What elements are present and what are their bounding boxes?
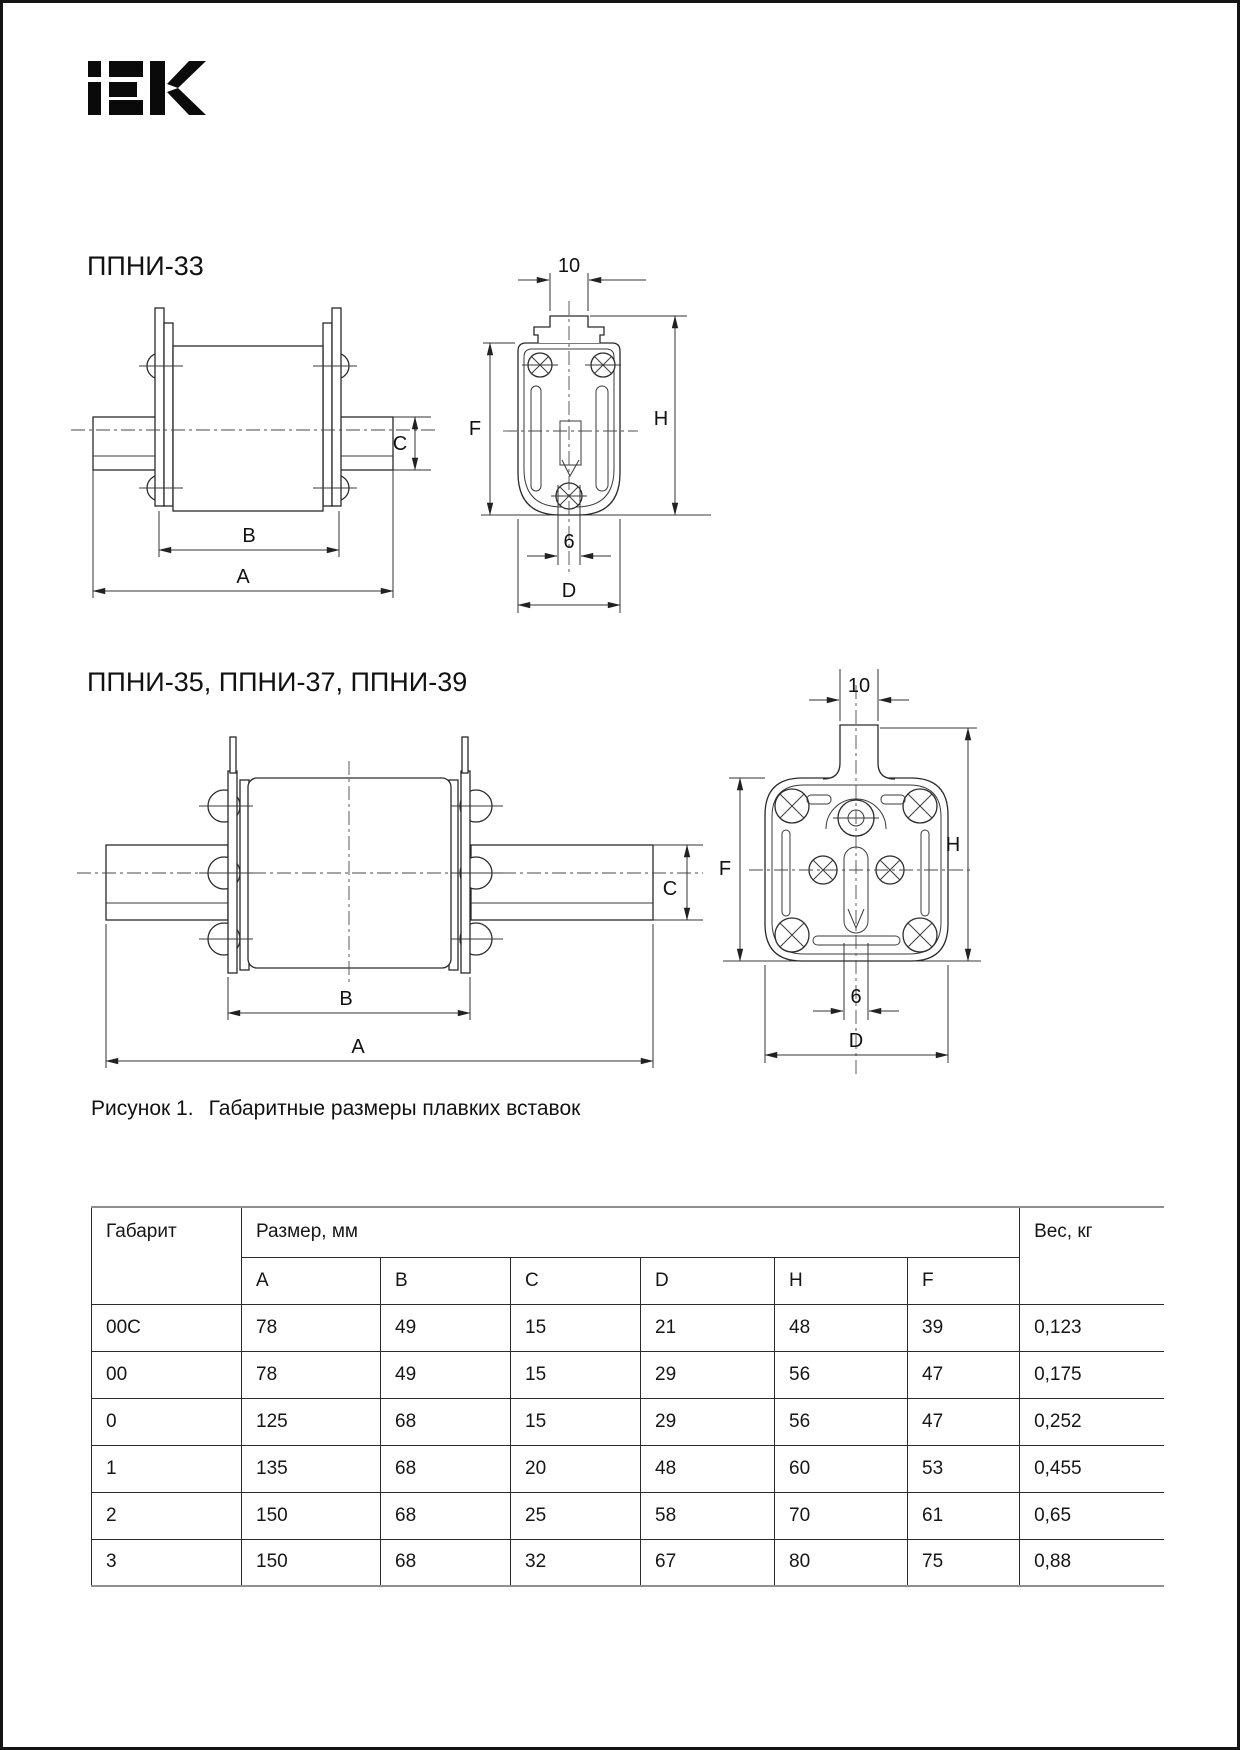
- cell-weight: 0,175: [1020, 1351, 1164, 1398]
- cell-gabarit: 00C: [92, 1304, 242, 1351]
- cell-b: 49: [381, 1304, 511, 1351]
- cell-a: 150: [242, 1539, 381, 1586]
- dim-label-a: A: [236, 566, 250, 588]
- cell-gabarit: 2: [92, 1492, 242, 1539]
- cell-f: 47: [908, 1351, 1020, 1398]
- cell-weight: 0,252: [1020, 1398, 1164, 1445]
- table-row: [92, 1492, 1164, 1539]
- cell-d: 48: [641, 1445, 775, 1492]
- dim-label-f: F: [468, 418, 482, 440]
- figure-label-ppni-35-37-39: ППНИ-35, ППНИ-37, ППНИ-39: [87, 667, 468, 697]
- cell-weight: 0,123: [1020, 1304, 1164, 1351]
- iek-logo: [88, 60, 206, 116]
- drawing-ppni-33: [63, 243, 723, 643]
- cell-a: 78: [242, 1304, 381, 1351]
- cell-weight: 0,455: [1020, 1445, 1164, 1492]
- ppni33-front-view: [481, 301, 711, 573]
- cell-gabarit: 3: [92, 1539, 242, 1586]
- cell-c: 15: [511, 1304, 641, 1351]
- cell-c: 32: [511, 1539, 641, 1586]
- cell-h: 48: [775, 1304, 908, 1351]
- dim-label-slot-width: 6: [850, 986, 862, 1008]
- col-header-weight-kg: Вес, кг: [1020, 1207, 1164, 1304]
- dim-label-blade-width: 10: [557, 255, 581, 277]
- cell-f: 39: [908, 1304, 1020, 1351]
- cell-f: 47: [908, 1398, 1020, 1445]
- cell-c: 15: [511, 1398, 641, 1445]
- col-header-size-mm: Размер, мм: [242, 1207, 1020, 1257]
- cell-c: 25: [511, 1492, 641, 1539]
- figure-caption: [91, 1097, 580, 1121]
- col-header-a: A: [242, 1257, 381, 1304]
- table-row: [92, 1304, 1164, 1351]
- dim-label-h: H: [945, 834, 961, 856]
- cell-b: 68: [381, 1492, 511, 1539]
- figure-caption-text: Габаритные размеры плавких вставок: [208, 1097, 581, 1120]
- cell-h: 60: [775, 1445, 908, 1492]
- cell-a: 150: [242, 1492, 381, 1539]
- table-header-row-2: [92, 1257, 1164, 1304]
- cell-b: 68: [381, 1539, 511, 1586]
- cell-h: 70: [775, 1492, 908, 1539]
- dim-label-c: C: [392, 433, 408, 455]
- col-header-b: B: [381, 1257, 511, 1304]
- ppni33-side-view: [71, 308, 435, 511]
- dim-label-b: B: [339, 988, 353, 1010]
- ppni35-side-view: [77, 737, 703, 985]
- cell-h: 80: [775, 1539, 908, 1586]
- cell-gabarit: 00: [92, 1351, 242, 1398]
- cell-h: 56: [775, 1351, 908, 1398]
- dim-label-f: F: [718, 858, 732, 880]
- dim-label-blade-width: 10: [847, 675, 871, 697]
- dim-label-h: H: [653, 408, 669, 430]
- table-row: [92, 1539, 1164, 1586]
- dim-label-c: C: [662, 878, 678, 900]
- iek-logo-glyphs: [88, 61, 206, 115]
- cell-c: 20: [511, 1445, 641, 1492]
- cell-weight: 0,65: [1020, 1492, 1164, 1539]
- dim-label-d: D: [561, 580, 577, 602]
- col-header-h: H: [775, 1257, 908, 1304]
- dimensions-table: [91, 1206, 1164, 1587]
- cell-b: 49: [381, 1351, 511, 1398]
- cell-d: 58: [641, 1492, 775, 1539]
- cell-a: 78: [242, 1351, 381, 1398]
- cell-b: 68: [381, 1398, 511, 1445]
- cell-d: 67: [641, 1539, 775, 1586]
- col-header-c: C: [511, 1257, 641, 1304]
- table-row: [92, 1351, 1164, 1398]
- cell-f: 75: [908, 1539, 1020, 1586]
- table-header-row-1: [92, 1207, 1164, 1257]
- cell-a: 135: [242, 1445, 381, 1492]
- figure-caption-number: Рисунок 1.: [91, 1097, 194, 1120]
- figure-label-ppni-33: ППНИ-33: [87, 251, 204, 281]
- dim-label-b: B: [242, 525, 256, 547]
- cell-d: 29: [641, 1351, 775, 1398]
- cell-f: 61: [908, 1492, 1020, 1539]
- cell-b: 68: [381, 1445, 511, 1492]
- cell-a: 125: [242, 1398, 381, 1445]
- cell-d: 21: [641, 1304, 775, 1351]
- drawing-ppni-35-37-39: [63, 643, 983, 1083]
- dim-label-a: A: [351, 1036, 365, 1058]
- cell-d: 29: [641, 1398, 775, 1445]
- table-row: [92, 1398, 1164, 1445]
- dim-label-d: D: [848, 1030, 864, 1052]
- col-header-d: D: [641, 1257, 775, 1304]
- col-header-f: F: [908, 1257, 1020, 1304]
- cell-gabarit: 0: [92, 1398, 242, 1445]
- ppni35-front-view: [723, 685, 981, 1075]
- cell-c: 15: [511, 1351, 641, 1398]
- dim-label-slot-width: 6: [563, 531, 575, 553]
- cell-gabarit: 1: [92, 1445, 242, 1492]
- col-header-gabarit: Габарит: [92, 1207, 242, 1304]
- cell-h: 56: [775, 1398, 908, 1445]
- cell-f: 53: [908, 1445, 1020, 1492]
- cell-weight: 0,88: [1020, 1539, 1164, 1586]
- table-row: [92, 1445, 1164, 1492]
